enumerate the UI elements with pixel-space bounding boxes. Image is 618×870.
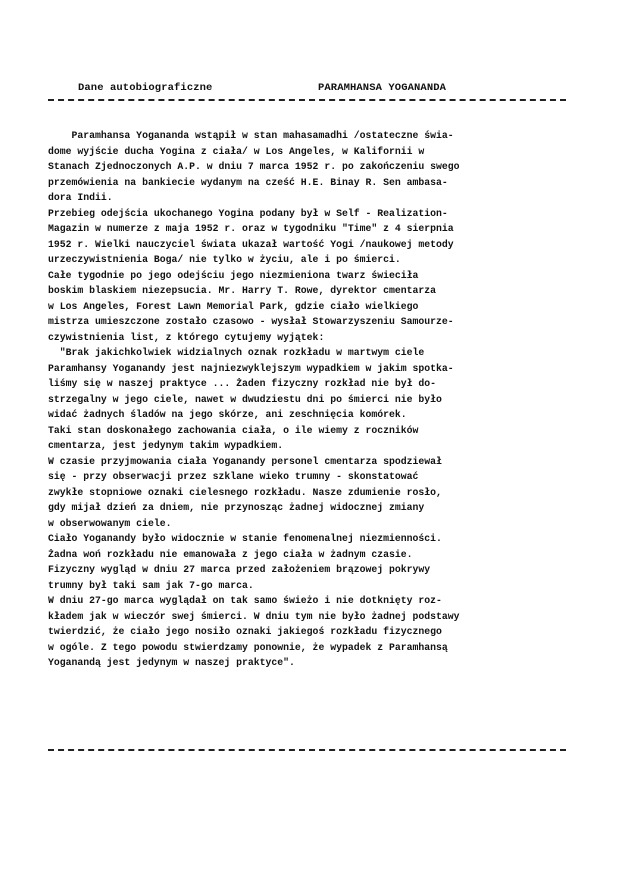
- text-line: widać żadnych śladów na jego skórze, ani zeschnięcia komórek.: [48, 409, 407, 420]
- text-line: liśmy się w naszej praktyce ... Żaden fizyczny rozkład nie był do-: [48, 378, 437, 389]
- text-line: dome wyjście ducha Yogina z ciała/ w Los Angeles, w Kalifornii w: [48, 145, 425, 157]
- text-line: kładem jak w wieczór swej śmierci. W dniu tym nie było żadnej podstawy: [48, 610, 460, 622]
- document-body: [48, 128, 568, 671]
- text-line: Przebieg odejścia ukochanego Yogina podany był w Self - Realization-: [48, 207, 448, 219]
- header-right-title: PARAMHANSA YOGANANDA: [318, 82, 447, 94]
- text-line: Żadna woń rozkładu nie emanowała z jego ciała w żadnym czasie.: [48, 548, 413, 560]
- text-line: "Brak jakichkolwiek widzialnych oznak rozkładu w martwym ciele: [48, 347, 425, 358]
- text-line: Fizyczny wygląd w dniu 27 marca przed założeniem brązowej pokrywy: [48, 564, 431, 575]
- text-line: mistrza umieszczone zostało czasowo - wysłał Stowarzyszeniu Samourze-: [48, 316, 454, 327]
- text-line: się - przy obserwacji przez szklane wieko trumny - skonstatować: [48, 471, 419, 482]
- text-line: Całe tygodnie po jego odejściu jego niezmieniona twarz świeciła: [48, 269, 419, 281]
- footer-rule: [48, 749, 566, 751]
- text-line: strzegalny w jego ciele, nawet w dwudziestu dni po śmierci nie było: [48, 393, 442, 405]
- header-left-title: Dane autobiograficzne: [78, 82, 213, 94]
- text-line: W czasie przyjmowania ciała Yoganandy personel cmentarza spodziewał: [48, 455, 442, 467]
- text-line: w Los Angeles, Forest Lawn Memorial Park, gdzie ciało wielkiego: [48, 300, 419, 312]
- text-line: zwykłe stopniowe oznaki cielesnego rozkładu. Nasze zdumienie rosło,: [48, 486, 442, 498]
- text-line: Stanach Zjednoczonych A.P. w dniu 7 marca 1952 r. po zakończeniu swego: [48, 161, 460, 172]
- text-line: trumny był taki sam jak 7-go marca.: [48, 579, 254, 591]
- text-line: Ciało Yoganandy było widocznie w stanie fenomenalnej niezmienności.: [48, 533, 442, 544]
- text-line: Magazin w numerze z maja 1952 r. oraz w tygodniku "Time" z 4 sierpnia: [48, 223, 454, 234]
- text-line: Yoganandą jest jedynym w naszej praktyce".: [48, 657, 295, 668]
- text-line: boskim blaskiem niezepsucia. Mr. Harry T. Rowe, dyrektor cmentarza: [48, 285, 437, 296]
- text-line: 1952 r. Wielki nauczyciel świata ukazał wartość Yogi /naukowej metody: [48, 238, 454, 250]
- text-line: Paramhansa Yogananda wstąpił w stan mahasamadhi /ostateczne świa-: [48, 130, 454, 141]
- text-line: Paramhansy Yoganandy jest najniezwyklejszym wypadkiem w jakim spotka-: [48, 362, 454, 374]
- text-line: urzeczywistnienia Boga/ nie tylko w życiu, ale i po śmierci.: [48, 254, 401, 265]
- text-line: cmentarza, jest jedynym takim wypadkiem.: [48, 440, 284, 451]
- text-line: gdy mijał dzień za dniem, nie przynosząc żadnej widocznej zmiany: [48, 502, 425, 513]
- text-line: przemówienia na bankiecie wydanym na cześć H.E. Binay R. Sen ambasa-: [48, 176, 448, 188]
- text-line: w ogóle. Z tego powodu stwierdzamy ponownie, że wypadek z Paramhansą: [48, 641, 448, 653]
- text-line: czywistnienia list, z którego cytujemy wyjątek:: [48, 331, 325, 343]
- text-line: twierdzić, że ciało jego nosiło oznaki jakiegoś rozkładu fizycznego: [48, 626, 442, 637]
- text-line: dora Indii.: [48, 192, 113, 203]
- header-rule: [48, 99, 566, 101]
- text-line: Taki stan doskonałego zachowania ciała, o ile wiemy z roczników: [48, 424, 419, 436]
- text-line: w obserwowanym ciele.: [48, 517, 172, 529]
- text-line: W dniu 27-go marca wyglądał on tak samo świeżo i nie dotknięty roz-: [48, 595, 442, 606]
